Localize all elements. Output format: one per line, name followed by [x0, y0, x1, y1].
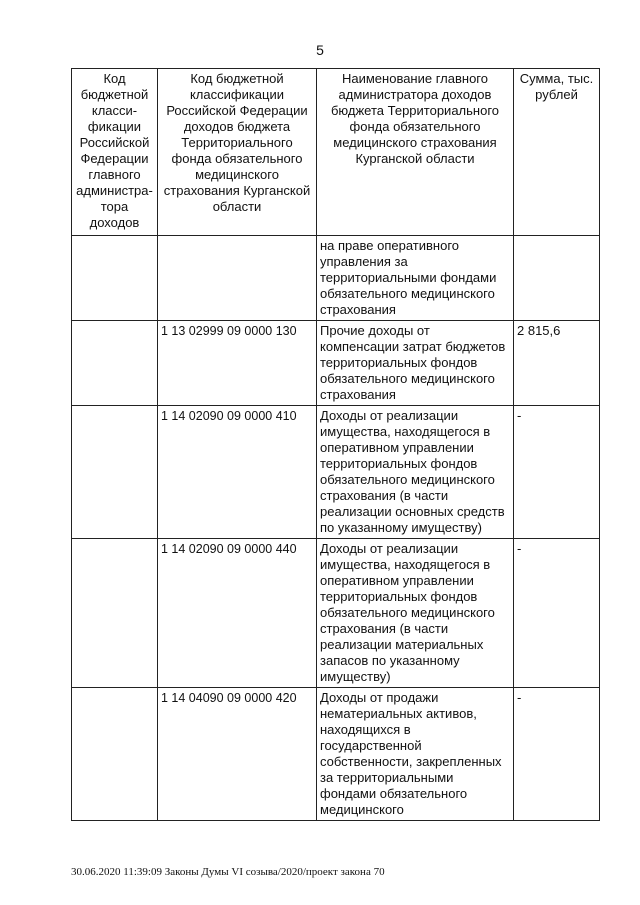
- admin-code-cell: [72, 539, 158, 688]
- table-row: [72, 688, 600, 821]
- admin-code-cell: [72, 688, 158, 821]
- document-footer: 30.06.2020 11:39:09 Законы Думы VI созыва/2020/проект закона 70: [71, 866, 385, 878]
- sum-cell: -: [514, 539, 600, 688]
- table-row: [72, 236, 600, 321]
- sum-cell: -: [514, 688, 600, 821]
- header-sum: Сумма, тыс. рублей: [514, 69, 600, 236]
- admin-code-cell: [72, 406, 158, 539]
- table-row: [72, 321, 600, 406]
- kbk-cell: 1 14 02090 09 0000 440: [158, 539, 317, 688]
- name-cell: Доходы от реализации имущества, находящегося в оперативном управлении территориальных фондов обязательного медицинского страхования (в части реализации основных средств по указанному имуществу): [317, 406, 514, 539]
- sum-cell: [514, 236, 600, 321]
- name-cell: Прочие доходы от компенсации затрат бюджетов территориальных фондов обязательного медицинского страхования: [317, 321, 514, 406]
- header-kbk: Код бюджетной классификации Российской Федерации доходов бюджета Территориального фонда обязательного медицинского страхования Курганской области: [158, 69, 317, 236]
- table-row: [72, 539, 600, 688]
- table-row: [72, 406, 600, 539]
- sum-cell: -: [514, 406, 600, 539]
- budget-table: [71, 68, 600, 821]
- admin-code-cell: [72, 321, 158, 406]
- sum-cell: 2 815,6: [514, 321, 600, 406]
- table-header-row: [72, 69, 600, 236]
- header-admin-code: Код бюджетной класси- фикации Российской Федерации главного администра- тора доходов: [72, 69, 158, 236]
- name-cell: Доходы от реализации имущества, находящегося в оперативном управлении территориальных фондов обязательного медицинского страхования (в части реализации материальных запасов по указанному имуществу): [317, 539, 514, 688]
- name-cell: Доходы от продажи нематериальных активов, находящихся в государственной собственности, закрепленных за территориальными фондами обязательного медицинского: [317, 688, 514, 821]
- admin-code-cell: [72, 236, 158, 321]
- name-cell: на праве оперативного управления за территориальными фондами обязательного медицинского страхования: [317, 236, 514, 321]
- kbk-cell: [158, 236, 317, 321]
- page-number: 5: [316, 42, 324, 58]
- header-admin-name: Наименование главного администратора доходов бюджета Территориального фонда обязательного медицинского страхования Курганской области: [317, 69, 514, 236]
- kbk-cell: 1 14 04090 09 0000 420: [158, 688, 317, 821]
- kbk-cell: 1 14 02090 09 0000 410: [158, 406, 317, 539]
- kbk-cell: 1 13 02999 09 0000 130: [158, 321, 317, 406]
